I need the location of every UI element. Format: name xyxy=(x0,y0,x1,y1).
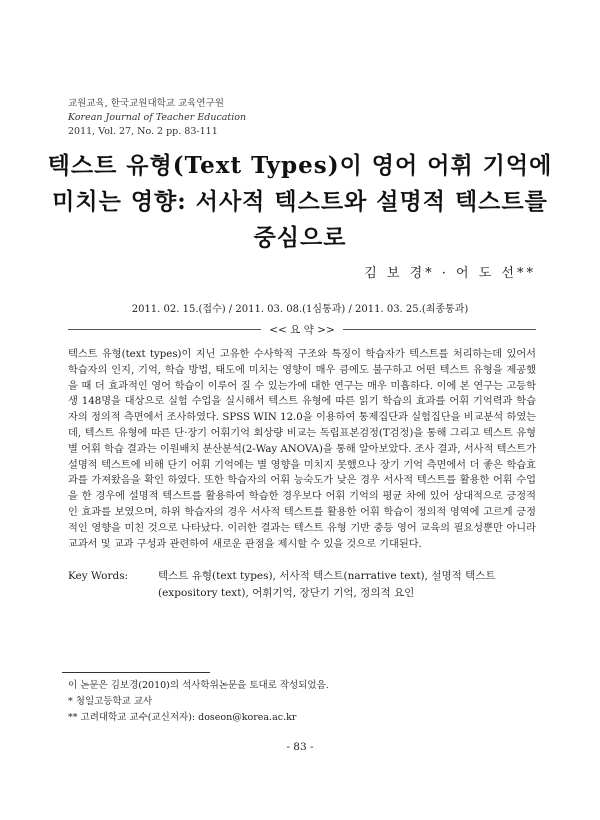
footnote-source: 이 논문은 김보경(2010)의 석사학위논문을 토대로 작성되었음. xyxy=(68,680,329,691)
title-line-3: 중심으로 xyxy=(253,224,347,251)
footnotes xyxy=(68,678,329,726)
keywords xyxy=(68,568,536,602)
footnote-author-2: ** 고려대학교 교수(교신저자): doseon@korea.ac.kr xyxy=(68,712,297,723)
keywords-line-2: (expository text), 어휘기억, 장단기 기억, 정의적 요인 xyxy=(158,587,415,599)
abstract-rule-left xyxy=(68,329,261,330)
submission-dates: 2011. 02. 15.(접수) / 2011. 03. 08.(1심통과) / 2011. 03. 25.(최종통과) xyxy=(131,304,469,315)
authors: 김 보 경* · 어 도 선** xyxy=(364,266,536,281)
footnote-divider xyxy=(62,672,210,673)
title-line-2: 미치는 영향: 서사적 텍스트와 설명적 텍스트를 xyxy=(52,188,548,215)
journal-info xyxy=(68,97,246,139)
journal-volume: 2011, Vol. 27, No. 2 pp. 83-111 xyxy=(68,126,218,137)
abstract-header xyxy=(68,322,536,337)
keywords-label: Key Words: xyxy=(68,570,129,582)
journal-english: Korean Journal of Teacher Education xyxy=(68,112,247,123)
abstract-rule-right xyxy=(343,329,536,330)
title-line-1: 텍스트 유형(Text Types)이 영어 어휘 기억에 xyxy=(47,152,553,179)
footnote-author-1: * 청일고등학교 교사 xyxy=(68,696,153,707)
abstract-body: 텍스트 유형(text types)이 지닌 고유한 수사학적 구조와 특징이 학습자가 텍스트를 처리하는데 있어서 학습자의 인지, 기억, 학습 방법, 태도에 미치는 영향이 매우 큼에도 불구하고 어떤 텍스트 유형을 제공했을 때 더 효과적인 영어 학습이 이루어 질 수 있는가에 대한 연구는 매우 미흡하다. 이에 본 연구는 고등학생 148명을 대상으로 실험 수업을 실시해서 텍스트 유형에 따른 읽기 학습의 효과를 어휘 기억력과 학습자의 정의적 측면에서 조사하였다. SPSS WIN 12.0을 이용하여 통제집단과 실험집단을 비교분석 하였는데, 텍스트 유형에 따른 단·장기 어휘기억 회상량 비교는 독립표본검정(T검정)을 통해 그리고 텍스트 유형별 어휘 학습 결과는 이원배치 분산분석(2-Way ANOVA)을 통해 알아보았다. 조사 결과, 서사적 텍스트가 설명적 텍스트에 비해 단기 어휘 기억에는 별 영향을 미치지 못했으나 장기 기억 측면에서 더 좋은 학습효과를 가져왔음을 확인 하였다. 또한 학습자의 어휘 능숙도가 낮은 경우 서사적 텍스트를 활용한 어휘 수업을 한 경우에 설명적 텍스트를 활용하여 학습한 경우보다 어휘 기억의 평균 차에 있어 상대적으로 긍정적인 효과를 보였으며, 하위 학습자의 경우 서사적 텍스트를 활용한 어휘 학습이 정의적 영역에 고르게 긍정적인 영향을 미친 것으로 나타났다. 이러한 결과는 텍스트 유형 기반 중등 영어 교육의 필요성뿐만 아니라 교과서 및 교과 구성과 관련하여 새로운 관점을 제시할 수 있을 것으로 기대된다. xyxy=(68,349,536,550)
journal-korean: 교원교육, 한국교원대학교 교육연구원 xyxy=(68,98,224,109)
page-number: - 83 - xyxy=(286,741,314,753)
paper-title xyxy=(40,148,560,256)
abstract-label: << 요 약 >> xyxy=(269,324,335,336)
keywords-line-1: 텍스트 유형(text types), 서사적 텍스트(narrative text), 설명적 텍스트 xyxy=(158,570,496,582)
